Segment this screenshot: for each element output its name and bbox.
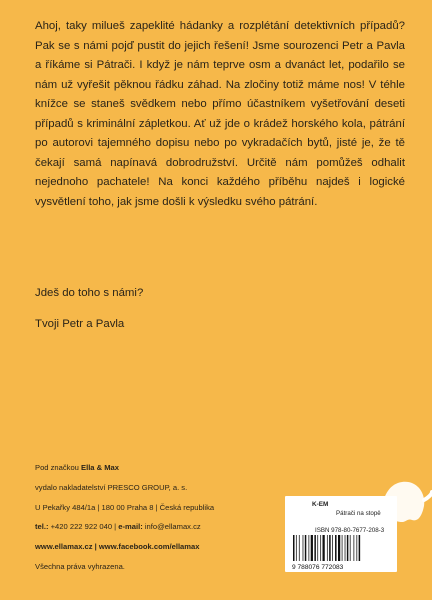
contact-line <box>35 520 285 533</box>
blurb-signature: Tvoji Petr a Pavla <box>35 318 125 330</box>
brand-line <box>35 461 285 474</box>
tel-label: tel.: <box>35 522 49 532</box>
email-label: e-mail: <box>118 522 143 532</box>
brand-prefix: Pod značkou <box>35 463 82 472</box>
rights-line: Všechna práva vyhrazena. <box>35 561 125 571</box>
product-code: K-EM <box>312 501 329 508</box>
web-line: www.ellamax.cz | www.facebook.com/ellamax <box>35 542 200 552</box>
publisher-line: vydalo nakladatelství PRESCO GROUP, a. s. <box>35 482 188 492</box>
publisher-imprint <box>35 461 285 573</box>
ghost-illustration <box>372 470 432 530</box>
email-value: info@ellamax.cz <box>142 522 201 532</box>
isbn-text: ISBN 978-80-7677-208-3 <box>315 527 385 534</box>
blurb-question: Jdeš do toho s námi? <box>35 287 144 299</box>
barcode <box>292 535 372 571</box>
blurb-paragraph: Ahoj, taky milueš zapeklité hádanky a rozplétání detektivních případů? Pak se s námi pojď pustit do jejich řešení! Jsme sourozenci Petr a Pavla a říkáme si Pátrači. I když je nám teprve osm a dvanáct let, podařilo se nám už vyřešit pěknou řádku záhad. Na zločiny totiž máme nos! V téhle knížce se staneš svědkem nebo přímo účastníkem vyšetřování deseti případů s kriminální zápletkou. Ať už jde o krádež horského kola, pátrání po autorovi tajemného dopisu nebo po vykradačích bytů, jisté je, že tě čekají samá napínavá dobrodružství. Určitě nám pomůžeš odhalit nejednoho pachatele! Na konci každého příběhu najdeš i logické vysvětlení toho, jak jsme došli k výsledku svého pátrání. <box>35 20 405 208</box>
brand-name: Ella & Max <box>81 463 119 472</box>
book-title-small: Pátrači na stopě <box>336 510 381 517</box>
address-line: U Pekařky 484/1a | 180 00 Praha 8 | Česká republika <box>35 502 215 512</box>
tel-value: +420 222 922 040 | <box>48 522 119 532</box>
barcode-digits: 9 788076 772083 <box>292 564 344 571</box>
back-cover-blurb <box>35 17 405 212</box>
